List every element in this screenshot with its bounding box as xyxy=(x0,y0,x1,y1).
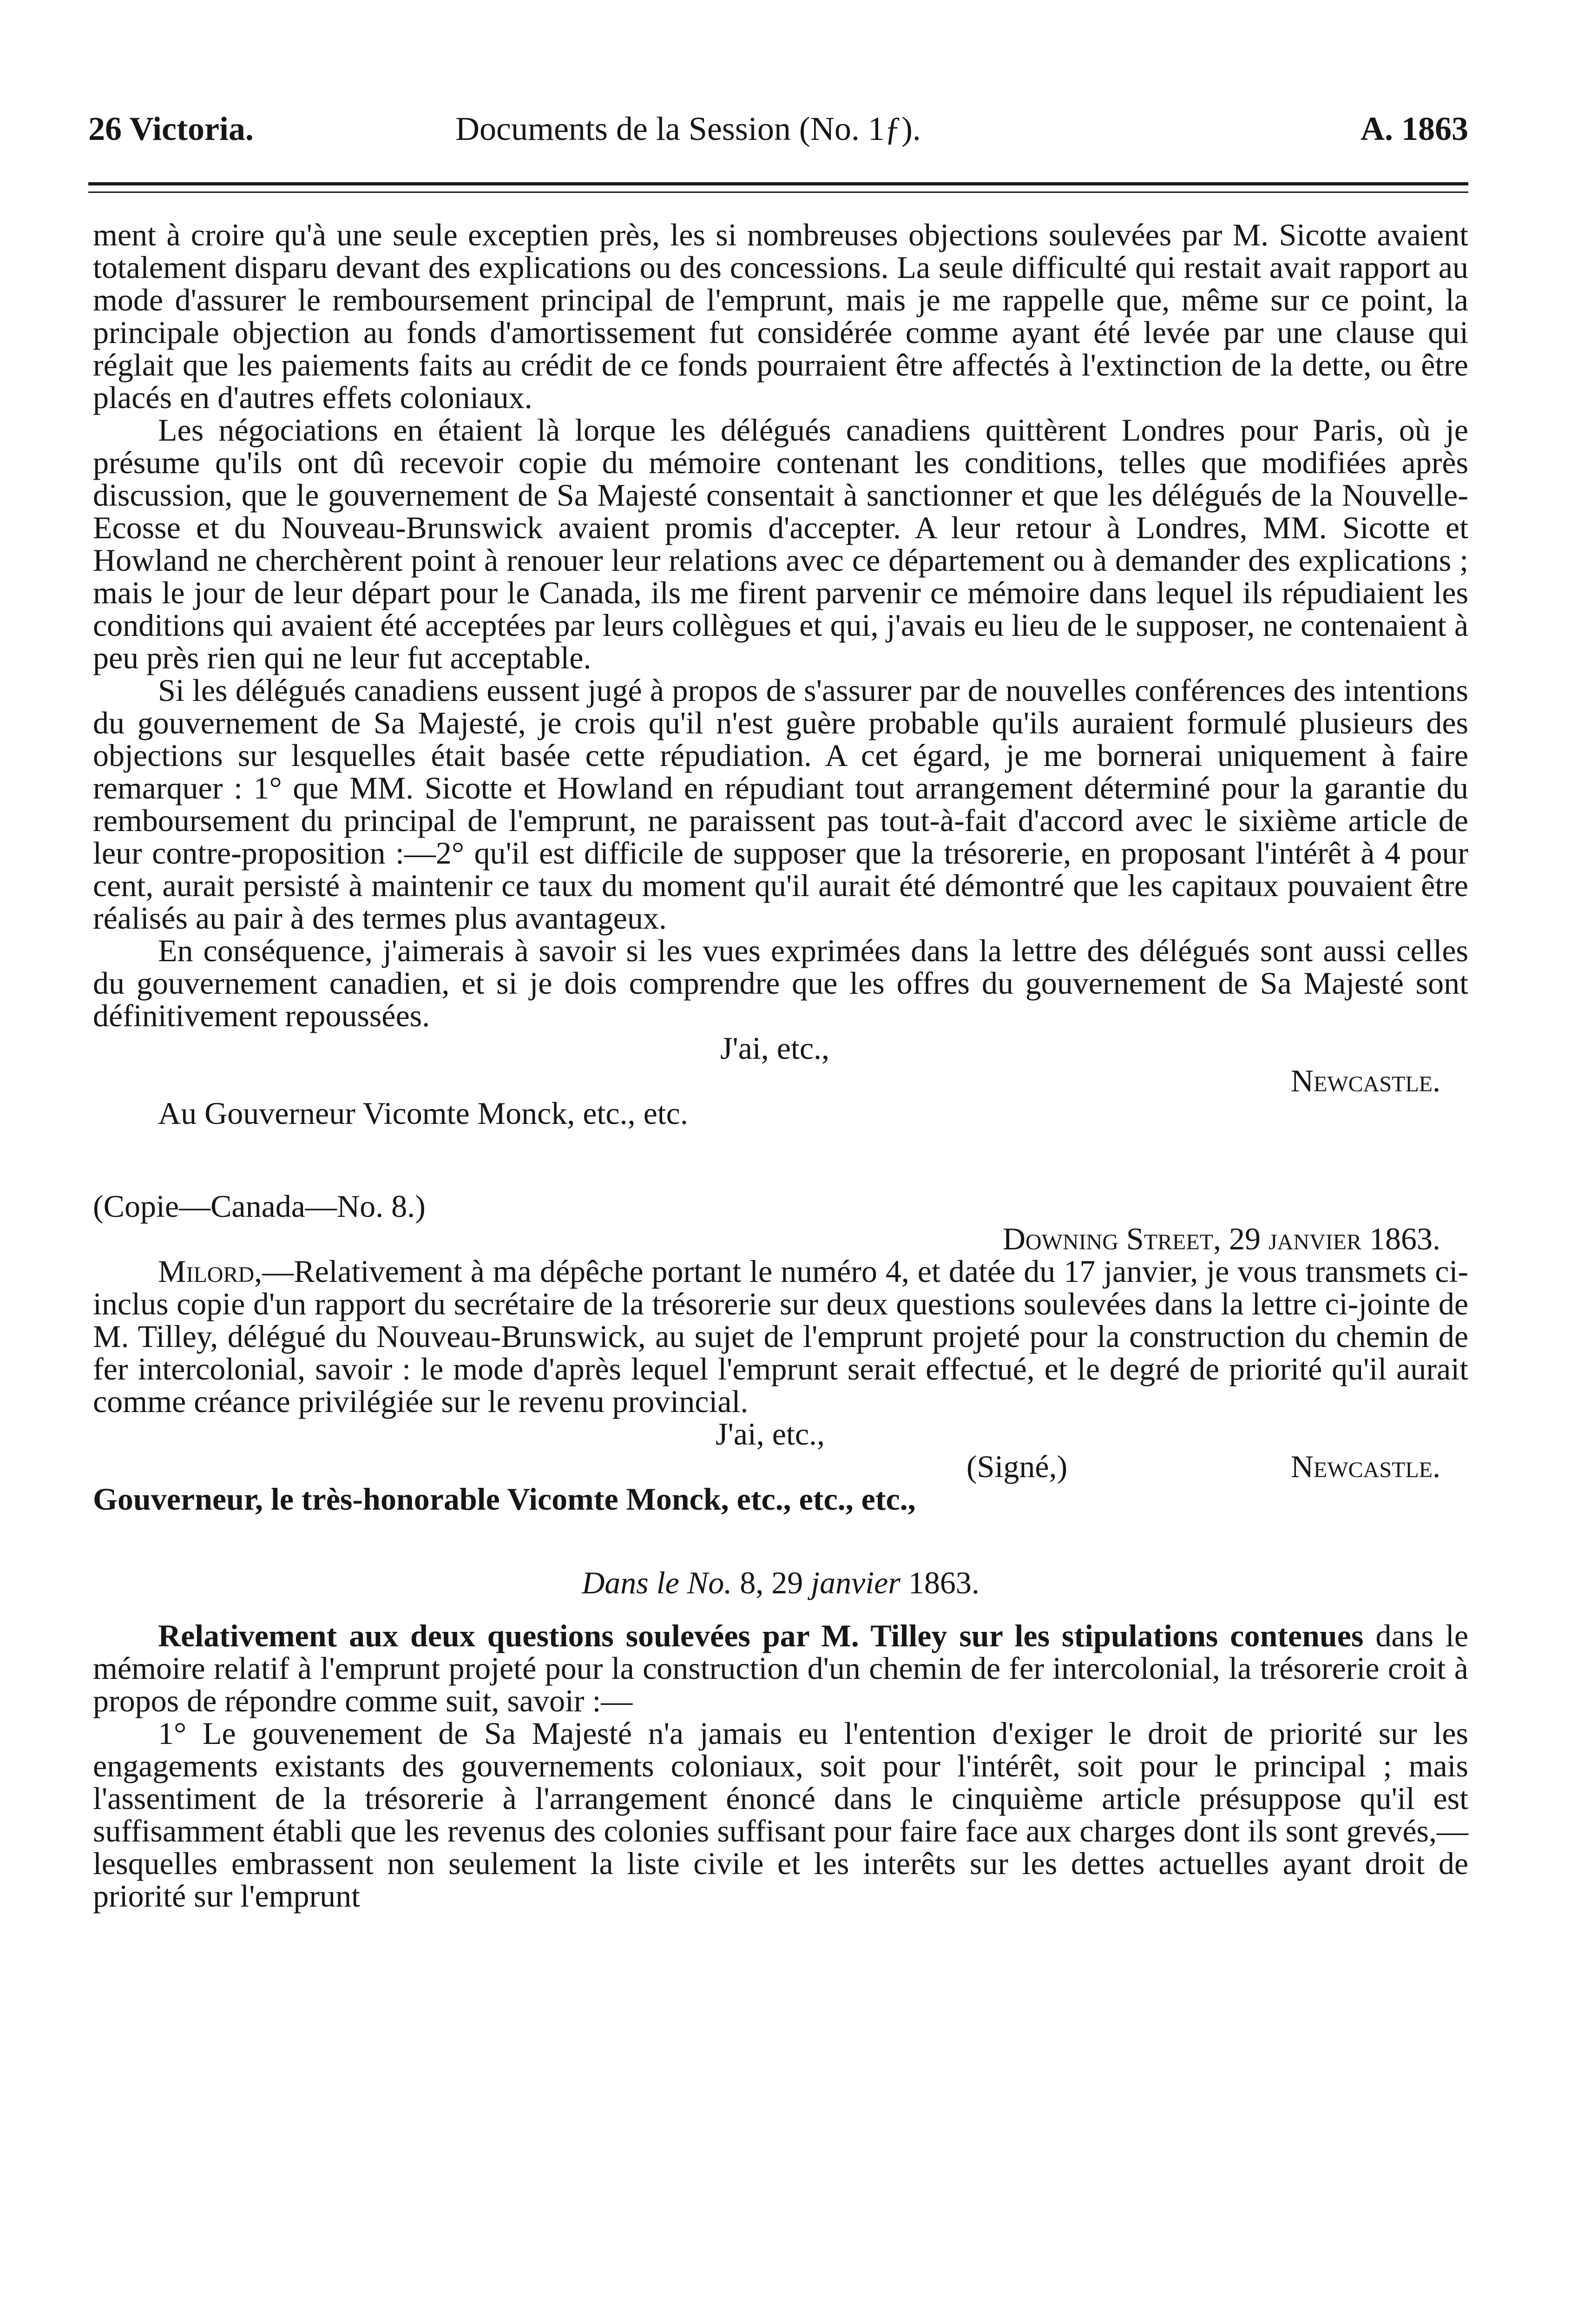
addressee-line xyxy=(93,1097,1468,1129)
paragraph: Si les délégués canadiens eussent jugé à propos de s'assurer par de nouvelles conférences des intentions du gouvernement de Sa Majesté, je crois qu'il n'est guère probable qu'ils auraient formulé plusieurs des objections sur lesquelles était basée cette répudiation. A cet égard, je me bornerai uniquement à faire remarquer : 1° que MM. Sicotte et Howland en répudiant tout arrangement déterminé pour la garantie du remboursement du principal de l'emprunt, ne paraissent pas tout-à-fait d'accord avec le sixième article de leur contre-proposition :—2° qu'il est difficile de supposer que la trésorerie, en proposant l'intérêt à 4 pour cent, aurait persisté à maintenir ce taux du moment qu'il aurait été démontré que les capitaux pouvaient être réalisés au pair à des termes plus avantageux. xyxy=(93,673,1468,936)
copy-label: (Copie—Canada—No. 8.) xyxy=(93,1188,426,1224)
paragraph: 1° Le gouvenement de Sa Majesté n'a jamais eu l'entention d'exiger le droit de priorité sur les engagements existants des gouvernements coloniaux, soit pour l'intérêt, soit pour le principal ; mais l'assentiment de la trésorerie à l'arrangement énoncé dans le cinquième article présuppose qu'il est suffisamment établi que les revenus des colonies suffisant pour faire face aux charges dont ils sont grevés,—lesquelles embrassent non seulement la liste civile et les interêts sur les dettes actuelles ayant droit de priorité sur l'emprunt xyxy=(93,1716,1468,1914)
header-year: A. 1863 xyxy=(1361,110,1468,147)
closing-formula: J'ai, etc., xyxy=(720,1030,830,1066)
section-heading-italic: Dans le No. xyxy=(582,1565,732,1600)
signature-closing xyxy=(93,1418,1468,1450)
spacer xyxy=(93,1129,1468,1190)
paragraph xyxy=(93,1255,1468,1418)
paragraph: ment à croire qu'à une seule exceptien près, les si nombreuses objections soulevées par M. Sicotte avaient totalement disparu devant des explications ou des concessions. La seule difficulté qui restait avait rapport au mode d'assurer le remboursement principal de l'emprunt, mais je me rappelle que, même sur ce point, la principale objection au fonds d'amortissement fut considérée comme ayant été levée par une clause qui réglait que les paiements faits au crédit de ce fonds pourraient être affectés à l'extinction de la dette, ou être placés en d'autres effets coloniaux. xyxy=(93,217,1468,415)
header-session: 26 Victoria. xyxy=(88,110,254,147)
paragraph: En conséquence, j'aimerais à savoir si les vues exprimées dans la lettre des délégués sont aussi celles du gouvernement canadien, et si je dois comprendre que les offres du gouvernement de Sa Majesté sont définitivement repoussées. xyxy=(93,933,1468,1033)
section-heading-date: 8, 29 xyxy=(732,1565,811,1600)
dateline: Downing Street, 29 janvier 1863. xyxy=(1002,1221,1440,1256)
signatory-name: Newcastle. xyxy=(1290,1063,1440,1098)
signed-mark: (Signé,) xyxy=(966,1449,1068,1484)
signature-name-line xyxy=(93,1450,1468,1483)
spacer xyxy=(93,1599,1468,1619)
dateline-line xyxy=(93,1222,1468,1255)
paragraph-text: dans le mémoire relatif à l'emprunt projeté pour la construction d'un chemin de fer intercolonial, la trésorerie croit à propos de répondre comme suit, savoir :— xyxy=(93,1618,1469,1718)
addressee-line xyxy=(93,1483,1468,1515)
paragraph-lead: Relativement aux deux questions soulevées par M. Tilley sur les stipulations contenues xyxy=(158,1618,1364,1653)
addressee: Gouverneur, le très-honorable Vicomte Monck, etc., etc., etc., xyxy=(93,1481,916,1517)
section-heading xyxy=(93,1566,1468,1599)
spacer xyxy=(93,1515,1468,1566)
paragraph xyxy=(93,1619,1468,1717)
section-heading-year: 1863. xyxy=(900,1565,979,1600)
header-rule-thin xyxy=(88,191,1468,193)
signatory-name: Newcastle. xyxy=(1290,1449,1440,1484)
section-heading-month: janvier xyxy=(811,1565,901,1600)
paragraph-text: —Relativement à ma dépêche portant le numéro 4, et datée du 17 janvier, je vous transmets ci-inclus copie d'un rapport du secrétaire de la trésorerie sur deux questions soulevées dans la lettre ci-jointe de M. Tilley, délégué du Nouveau-Brunswick, au sujet de l'emprunt projeté pour la construction du chemin de fer intercolonial, savoir : le mode d'après lequel l'emprunt serait effectué, et le degré de priorité qu'il aurait comme créance privilégiée sur le revenu provincial. xyxy=(93,1254,1468,1419)
signature-name-line xyxy=(93,1064,1468,1097)
header-title: Documents de la Session (No. 1ƒ). xyxy=(455,110,921,147)
closing-formula: J'ai, etc., xyxy=(716,1416,825,1452)
page-header xyxy=(88,103,1468,154)
header-rule-thick xyxy=(88,182,1468,185)
copy-label-line xyxy=(93,1190,1468,1222)
paragraph: Les négociations en étaient là lorque les délégués canadiens quittèrent Londres pour Paris, où je présume qu'ils ont dû recevoir copie du mémoire contenant les conditions, telles que modifiées après discussion, que le gouvernement de Sa Majesté consentait à sanctionner et que les délégués de la Nouvelle-Ecosse et du Nouveau-Brunswick avaient promis d'accepter. A leur retour à Londres, MM. Sicotte et Howland ne cherchèrent point à renouer leur relations avec ce département ou à demander des explications ; mais le jour de leur départ pour le Canada, ils me firent parvenir ce mémoire dans lequel ils répudiaient les conditions qui avaient été acceptées par leurs collègues et qui, j'avais eu lieu de le supposer, ne contenaient à peu près rien qui ne leur fut acceptable. xyxy=(93,412,1468,675)
signature-closing xyxy=(93,1032,1468,1064)
page-body xyxy=(93,218,1468,1912)
salutation: Milord, xyxy=(158,1254,263,1289)
addressee: Au Gouverneur Vicomte Monck, etc., etc. xyxy=(158,1096,688,1131)
